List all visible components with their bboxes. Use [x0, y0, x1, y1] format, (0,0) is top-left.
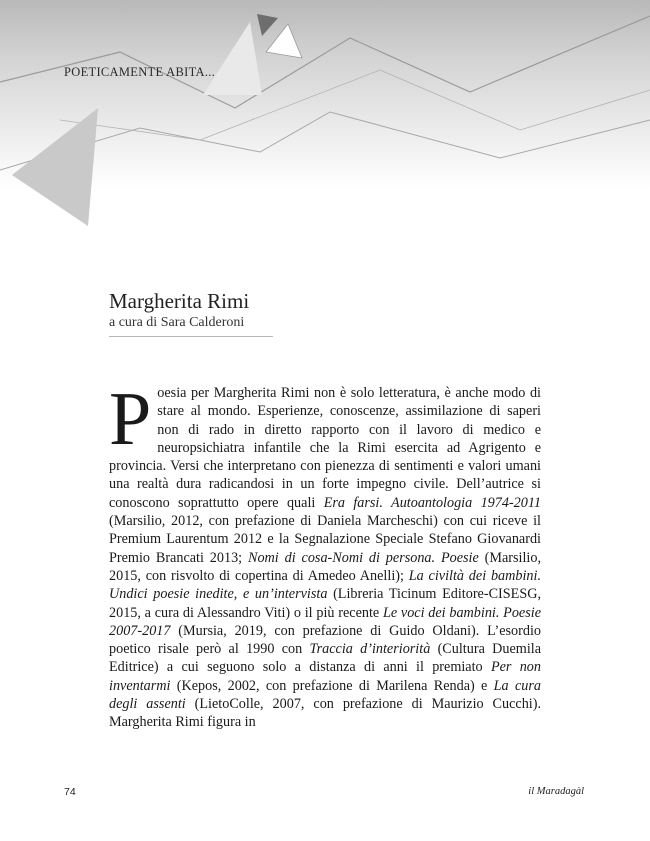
header-decoration [0, 0, 650, 240]
article-subtitle: a cura di Sara Calderoni [109, 315, 245, 330]
book-title: La cura degli assenti [109, 677, 541, 713]
text-segment: (LietoColle, 2007, con prefazione di Maurizio Cucchi). Margherita Rimi figura in [109, 696, 541, 731]
article-body [109, 377, 542, 732]
book-title: Era farsi. Autoantologia 1974-2011 [323, 494, 541, 511]
decorative-line [0, 16, 650, 108]
text-segment: (Libreria Ticinum Editore-CISESG, 2015, a cura di Alessandro Viti) o il più recente [109, 586, 542, 621]
decorative-triangle [257, 14, 278, 36]
book-title: Le voci dei bambini. Poesie 2007-2017 [109, 604, 541, 639]
decorative-triangle [266, 24, 302, 58]
text-segment: oesia per Margherita Rimi non è solo letteratura, è anche modo di stare al mondo. Esperienze, conoscenze, assimilazione di saperi non di rado in diretto rapporto con il lavoro di medico e neuropsichiatra infantile che la Rimi esercita ad Agrigento e provincia. Versi che interpretano con pienezza di sentimenti e valori umani una realtà dura radicandosi in un forte impegno civile. Dell’autrice si conoscono soprattutto opere quali [109, 385, 541, 511]
article-heading [109, 288, 274, 337]
text-segment: (Cultura Duemila Editrice) a cui seguono solo a distanza di anni il premiato [109, 641, 541, 676]
text-segment: (Marsilio, 2012, con prefazione di Daniela Marcheschi) con cui riceve il Premium Laurentum 2012 e la Segnalazione Speciale Stefano Giovanardi Premio Brancati 2013; [109, 513, 541, 566]
article-title: Margherita Rimi [109, 289, 250, 313]
book-title: Per non inventarmi [109, 659, 541, 694]
book-title: Nomi di cosa-Nomi di persona. Poesie [248, 549, 479, 566]
book-title: La civiltà dei bambini. Undici poesie inedite, e un’intervista [109, 567, 541, 603]
journal-name: il Maradagàl [528, 786, 584, 797]
decorative-triangle [12, 108, 98, 226]
decorative-line [0, 112, 650, 170]
text-segment: (Mursia, 2019, con prefazione di Guido Oldani). L’esordio poetico risale però al 1990 con [109, 622, 541, 658]
paragraph [109, 377, 542, 732]
drop-cap: P [109, 377, 152, 461]
title-rule [109, 336, 273, 337]
text-segment: (Kepos, 2002, con prefazione di Marilena Renda) e [170, 677, 494, 694]
book-title: Traccia d’interiorità [309, 641, 431, 658]
section-title: POETICAMENTE ABITA... [64, 65, 216, 79]
text-segment: (Marsilio, 2015, con risvolto di copertina di Amedeo Anelli); [109, 549, 541, 584]
page-number: 74 [64, 786, 76, 798]
decorative-triangle [203, 22, 262, 95]
